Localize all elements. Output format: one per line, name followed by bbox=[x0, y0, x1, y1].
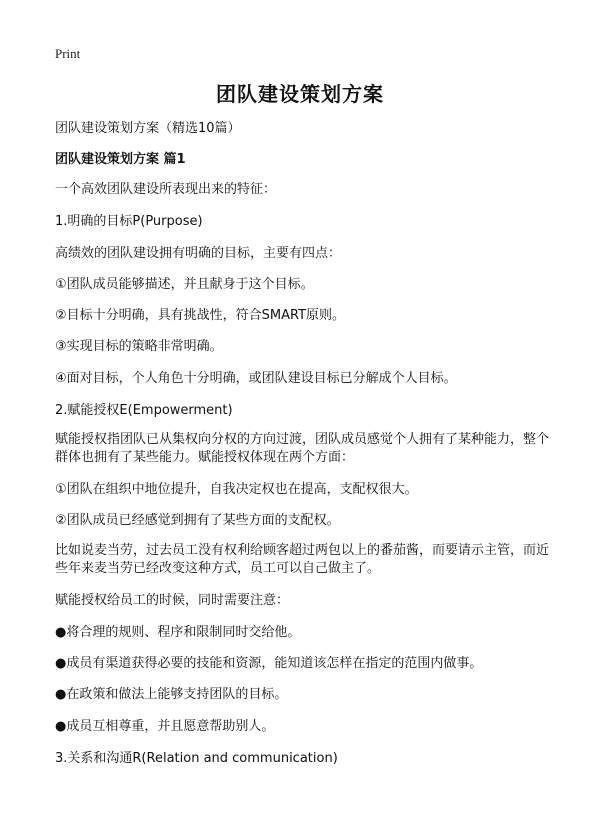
bullet-item: ●将合理的规则、程序和限制同时交给他。 bbox=[55, 625, 301, 640]
document-title: 团队建设策划方案 bbox=[216, 82, 384, 106]
paragraph: 高绩效的团队建设拥有明确的目标，主要有四点： bbox=[55, 246, 342, 261]
list-item: ③实现目标的策略非常明确。 bbox=[55, 339, 223, 354]
paragraph-heading: 2.赋能授权E(Empowerment) bbox=[55, 403, 233, 418]
paragraph: 比如说麦当劳，过去员工没有权利给顾客超过两包以上的番茄酱，而要请示主管，而近些年来麦当劳已经改变这种方式，员工可以自己做主了。 bbox=[55, 543, 550, 576]
list-item: ①团队成员能够描述，并且献身于这个目标。 bbox=[55, 277, 314, 292]
bullet-item: ●成员互相尊重，并且愿意帮助别人。 bbox=[55, 719, 275, 734]
paragraph-heading: 3.关系和沟通R(Relation and communication) bbox=[55, 751, 338, 766]
print-label: Print bbox=[55, 46, 81, 61]
paragraph: 赋能授权指团队已从集权向分权的方向过渡，团队成员感觉个人拥有了某种能力，整个群体也拥有了某些能力。赋能授权体现在两个方面： bbox=[55, 432, 550, 465]
list-item: ①团队在组织中地位提升，自我决定权也在提高，支配权很大。 bbox=[55, 482, 418, 497]
paragraph-heading: 1.明确的目标P(Purpose) bbox=[55, 214, 203, 229]
paragraph: 赋能授权给员工的时候，同时需要注意： bbox=[55, 593, 290, 608]
subtitle-paragraph: 团队建设策划方案（精选10篇） bbox=[55, 121, 241, 136]
paragraph: 一个高效团队建设所表现出来的特征： bbox=[55, 182, 277, 197]
list-item: ②团队成员已经感觉到拥有了某些方面的支配权。 bbox=[55, 513, 340, 528]
list-item: ②目标十分明确，具有挑战性，符合SMART原则。 bbox=[55, 308, 346, 323]
bullet-item: ●成员有渠道获得必要的技能和资源，能知道该怎样在指定的范围内做事。 bbox=[55, 656, 483, 671]
section-heading: 团队建设策划方案 篇1 bbox=[55, 152, 186, 167]
bullet-item: ●在政策和做法上能够支持团队的目标。 bbox=[55, 687, 288, 702]
list-item: ④面对目标，个人角色十分明确，或团队建设目标已分解成个人目标。 bbox=[55, 371, 457, 386]
